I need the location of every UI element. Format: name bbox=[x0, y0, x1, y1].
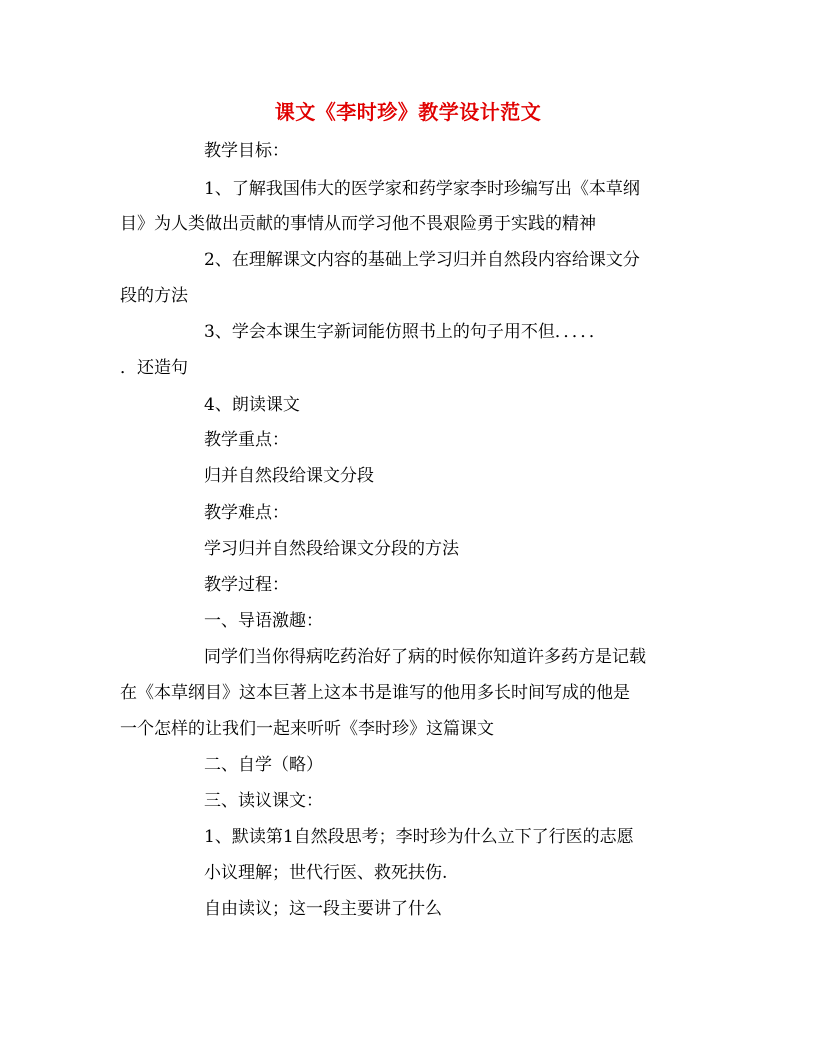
paragraph-line: 1、了解我国伟大的医学家和药学家李时珍编写出《本草纲 bbox=[204, 179, 640, 199]
paragraph-line: 在《本草纲目》这本巨著上这本书是谁写的他用多长时间写成的他是 bbox=[120, 683, 630, 703]
paragraph-line: 二、自学（略） bbox=[204, 755, 323, 775]
paragraph-line: 4、朗读课文 bbox=[204, 395, 300, 415]
paragraph-line: 三、读议课文： bbox=[204, 791, 323, 811]
paragraph-line: 1、默读第1自然段思考；李时珍为什么立下了行医的志愿 bbox=[204, 827, 634, 847]
paragraph-line: 自由读议；这一段主要讲了什么 bbox=[204, 899, 442, 919]
paragraph-line: 教学过程： bbox=[204, 575, 289, 595]
paragraph-line: 3、学会本课生字新词能仿照书上的句子用不但．．．．． bbox=[204, 322, 606, 342]
paragraph-line: 段的方法 bbox=[120, 286, 188, 306]
paragraph-line: 一、导语激趣： bbox=[204, 611, 323, 631]
document-title: 课文《李时珍》教学设计范文 bbox=[274, 100, 542, 124]
paragraph-line: 教学重点： bbox=[204, 430, 289, 450]
paragraph-line: ．还造句 bbox=[120, 358, 188, 378]
paragraph-line: 一个怎样的让我们一起来听听《李时珍》这篇课文 bbox=[120, 719, 494, 739]
paragraph-line: 学习归并自然段给课文分段的方法 bbox=[204, 539, 459, 559]
paragraph-line: 2、在理解课文内容的基础上学习归并自然段内容给课文分 bbox=[204, 250, 640, 270]
paragraph-line: 小议理解；世代行医、救死扶伤. bbox=[204, 863, 448, 883]
paragraph-line: 归并自然段给课文分段 bbox=[204, 466, 374, 486]
paragraph-line: 目》为人类做出贡献的事情从而学习他不畏艰险勇于实践的精神 bbox=[120, 214, 596, 234]
paragraph-line: 教学目标： bbox=[204, 141, 289, 161]
paragraph-line: 教学难点： bbox=[204, 503, 289, 523]
paragraph-line: 同学们当你得病吃药治好了病的时候你知道许多药方是记载 bbox=[204, 647, 646, 667]
